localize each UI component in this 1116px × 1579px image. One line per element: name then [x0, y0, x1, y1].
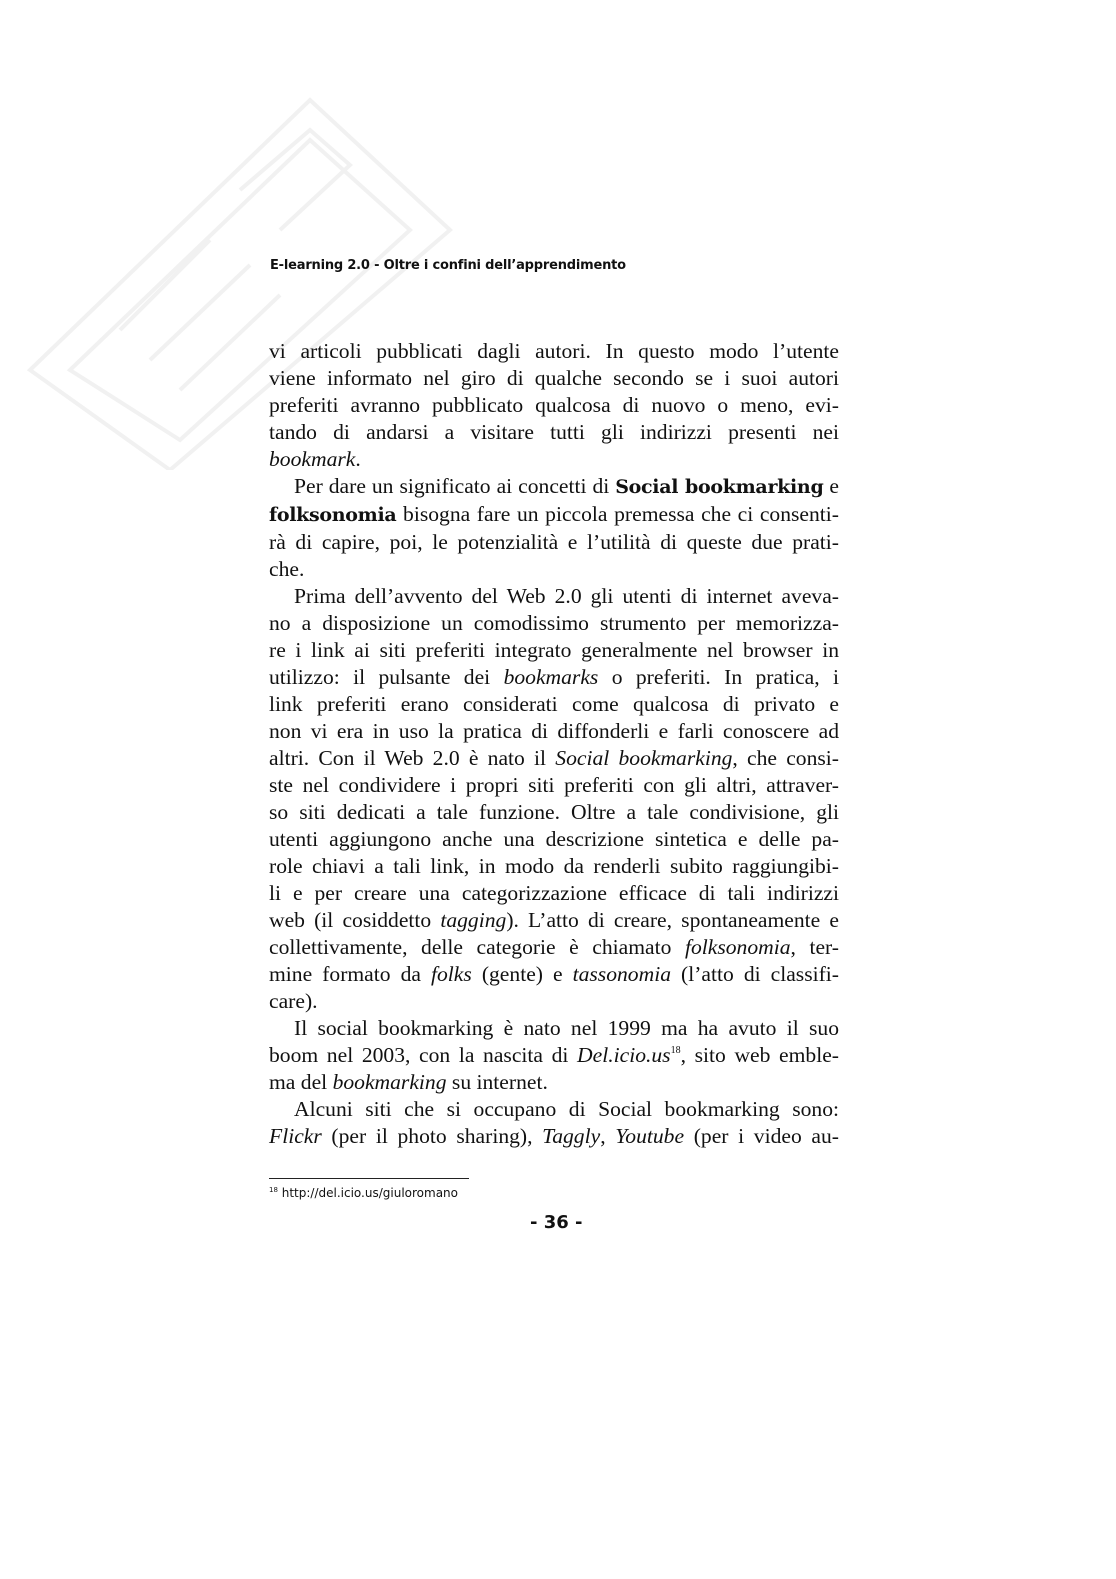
text-run: ste nel condividere i propri siti preferiti con gli altri, attraver-: [269, 773, 839, 797]
text-run: utenti aggiungono anche una descrizione sintetica e delle pa-: [269, 827, 839, 851]
footnote-ref: 18: [670, 1045, 681, 1056]
text-line: [269, 473, 839, 501]
text-line: [269, 1123, 839, 1150]
text-run: altri. Con il Web 2.0 è nato il: [269, 746, 556, 770]
footnote-marker: 18: [269, 1186, 278, 1194]
text-run: collettivamente, delle categorie è chiamato: [269, 935, 685, 959]
text-run: (l’atto di classifi-: [671, 962, 839, 986]
text-run: li e per creare una categorizzazione efficace di tali indirizzi: [269, 881, 839, 905]
highlighted-term: Social bookmarking: [615, 476, 824, 498]
text-line: [269, 556, 839, 583]
text-line: [269, 1069, 839, 1096]
text-line: [269, 907, 839, 934]
footnote-rule: [269, 1178, 469, 1179]
text-run: so siti dedicati a tale funzione. Oltre a tale condivisione, gli: [269, 800, 839, 824]
text-line: [269, 1042, 839, 1069]
text-run: , ter-: [790, 935, 839, 959]
text-line: [269, 961, 839, 988]
text-run: ). L’atto di creare, spontaneamente e: [506, 908, 839, 932]
text-run: utilizzo: il pulsante dei: [269, 665, 504, 689]
page-number: - 36 -: [530, 1212, 583, 1233]
italic-term: bookmarking: [332, 1070, 447, 1094]
text-run: link preferiti erano considerati come qualcosa di privato e: [269, 692, 839, 716]
italic-term: Social bookmarking: [555, 746, 733, 770]
body-text: [269, 338, 839, 1150]
text-line: [269, 338, 839, 365]
text-line: [269, 880, 839, 907]
text-line: [269, 826, 839, 853]
text-line: [269, 799, 839, 826]
text-run: care).: [269, 989, 318, 1013]
text-run: ,: [600, 1124, 616, 1148]
text-run: preferiti avranno pubblicato qualcosa di nuovo o meno, evi-: [269, 393, 839, 417]
text-run: Alcuni siti che si occupano di Social bookmarking sono:: [294, 1097, 839, 1121]
text-line: [269, 664, 839, 691]
text-line: [269, 637, 839, 664]
text-line: [269, 691, 839, 718]
text-line: [269, 1096, 839, 1123]
text-line: [269, 718, 839, 745]
text-run: (per il photo sharing),: [321, 1124, 543, 1148]
text-run: vi articoli pubblicati dagli autori. In questo modo l’utente: [269, 339, 839, 363]
italic-term: Del.icio.us: [577, 1043, 671, 1067]
text-line: [269, 446, 839, 473]
text-run: no a disposizione un comodissimo strumento per memorizza-: [269, 611, 839, 635]
text-line: [269, 772, 839, 799]
text-line: [269, 501, 839, 529]
italic-term: bookmark: [269, 447, 356, 471]
text-line: [269, 988, 839, 1015]
running-head: E-learning 2.0 - Oltre i confini dell’apprendimento: [270, 258, 626, 273]
italic-term: Youtube: [615, 1124, 685, 1148]
text-line: [269, 392, 839, 419]
italic-term: bookmarks: [503, 665, 599, 689]
text-run: e: [823, 474, 839, 498]
text-run: Prima dell’avvento del Web 2.0 gli utenti di internet aveva-: [294, 584, 839, 608]
italic-term: folks: [431, 962, 472, 986]
text-run: re i link ai siti preferiti integrato generalmente nel browser in: [269, 638, 839, 662]
text-run: su internet.: [446, 1070, 548, 1094]
text-line: [269, 583, 839, 610]
text-run: tando di andarsi a visitare tutti gli indirizzi presenti nei: [269, 420, 839, 444]
text-run: rà di capire, poi, le potenzialità e l’utilità di queste due prati-: [269, 530, 839, 554]
italic-term: Flickr: [269, 1124, 322, 1148]
text-line: [269, 853, 839, 880]
text-line: [269, 365, 839, 392]
text-line: [269, 1015, 839, 1042]
text-run: (gente) e: [471, 962, 573, 986]
text-run: web (il cosiddetto: [269, 908, 441, 932]
text-run: o preferiti. In pratica, i: [598, 665, 839, 689]
text-run: , che consi-: [732, 746, 839, 770]
footnote: [269, 1186, 458, 1200]
text-run: che.: [269, 557, 305, 581]
text-run: viene informato nel giro di qualche secondo se i suoi autori: [269, 366, 839, 390]
text-run: non vi era in uso la pratica di diffonderli e farli conoscere ad: [269, 719, 839, 743]
text-run: mine formato da: [269, 962, 431, 986]
text-run: .: [355, 447, 361, 471]
text-run: Per dare un significato ai concetti di: [294, 474, 616, 498]
italic-term: folksonomia: [684, 935, 791, 959]
footnote-text: http://del.icio.us/giuloromano: [277, 1186, 458, 1200]
text-line: [269, 529, 839, 556]
text-run: , sito web emble-: [680, 1043, 839, 1067]
italic-term: tagging: [440, 908, 507, 932]
italic-term: Taggly: [542, 1124, 601, 1148]
text-run: ma del: [269, 1070, 333, 1094]
text-run: boom nel 2003, con la nascita di: [269, 1043, 578, 1067]
text-line: [269, 934, 839, 961]
text-line: [269, 745, 839, 772]
text-run: (per i video au-: [684, 1124, 840, 1148]
text-run: Il social bookmarking è nato nel 1999 ma ha avuto il suo: [294, 1016, 839, 1040]
italic-term: tassonomia: [572, 962, 671, 986]
text-line: [269, 610, 839, 637]
highlighted-term: folksonomia: [269, 504, 397, 526]
text-run: role chiavi a tali link, in modo da renderli subito raggiungibi-: [269, 854, 839, 878]
text-run: bisogna fare un piccola premessa che ci consenti-: [396, 502, 839, 526]
text-line: [269, 419, 839, 446]
